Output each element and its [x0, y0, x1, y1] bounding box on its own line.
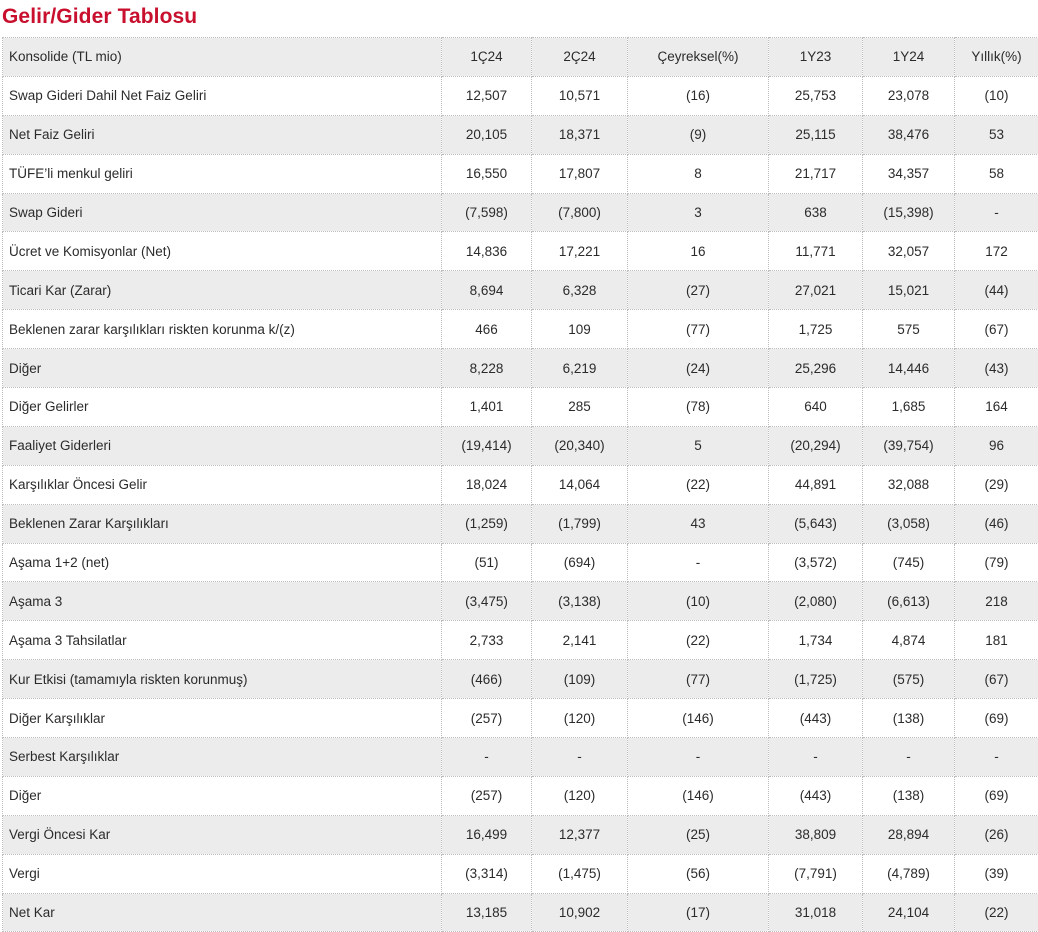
cell-quarterly-change: 3: [628, 193, 769, 232]
cell-h1-2024: (745): [863, 543, 955, 582]
cell-h1-2024: (138): [863, 699, 955, 738]
cell-h1-2024: 34,357: [863, 154, 955, 193]
cell-h1-2023: 25,753: [769, 76, 863, 115]
table-row: [3, 193, 1038, 232]
cell-q2-2024: 6,328: [532, 271, 628, 310]
cell-quarterly-change: (16): [628, 76, 769, 115]
cell-q1-2024: (257): [442, 699, 532, 738]
row-label: Diğer: [3, 349, 442, 388]
cell-h1-2024: -: [863, 738, 955, 777]
cell-quarterly-change: (25): [628, 815, 769, 854]
row-label: Beklenen Zarar Karşılıkları: [3, 504, 442, 543]
cell-q2-2024: (109): [532, 660, 628, 699]
cell-quarterly-change: (146): [628, 699, 769, 738]
cell-q1-2024: (1,259): [442, 504, 532, 543]
cell-q2-2024: 17,221: [532, 232, 628, 271]
cell-h1-2023: (7,791): [769, 854, 863, 893]
row-label: Ticari Kar (Zarar): [3, 271, 442, 310]
table-row: [3, 76, 1038, 115]
cell-quarterly-change: (9): [628, 115, 769, 154]
cell-quarterly-change: (22): [628, 621, 769, 660]
cell-quarterly-change: -: [628, 738, 769, 777]
cell-h1-2024: (4,789): [863, 854, 955, 893]
cell-h1-2023: 44,891: [769, 465, 863, 504]
cell-quarterly-change: (77): [628, 310, 769, 349]
cell-q2-2024: 109: [532, 310, 628, 349]
cell-q2-2024: 285: [532, 388, 628, 427]
row-label: Karşılıklar Öncesi Gelir: [3, 465, 442, 504]
row-label: Aşama 3 Tahsilatlar: [3, 621, 442, 660]
row-label: Aşama 1+2 (net): [3, 543, 442, 582]
row-label: Serbest Karşılıklar: [3, 738, 442, 777]
table-row: [3, 699, 1038, 738]
cell-h1-2024: 1,685: [863, 388, 955, 427]
cell-h1-2024: (15,398): [863, 193, 955, 232]
cell-quarterly-change: (27): [628, 271, 769, 310]
cell-annual-change: 164: [955, 388, 1038, 427]
cell-q2-2024: (7,800): [532, 193, 628, 232]
cell-h1-2024: (39,754): [863, 426, 955, 465]
cell-h1-2023: -: [769, 738, 863, 777]
table-row: [3, 815, 1038, 854]
cell-h1-2024: 4,874: [863, 621, 955, 660]
cell-annual-change: (46): [955, 504, 1038, 543]
cell-annual-change: 181: [955, 621, 1038, 660]
income-expense-table: [2, 37, 1038, 932]
cell-quarterly-change: 16: [628, 232, 769, 271]
table-row: [3, 271, 1038, 310]
cell-quarterly-change: (146): [628, 776, 769, 815]
cell-h1-2023: 25,115: [769, 115, 863, 154]
cell-quarterly-change: 5: [628, 426, 769, 465]
cell-h1-2024: 32,057: [863, 232, 955, 271]
cell-annual-change: 218: [955, 582, 1038, 621]
cell-q2-2024: 12,377: [532, 815, 628, 854]
cell-annual-change: 172: [955, 232, 1038, 271]
cell-q1-2024: (466): [442, 660, 532, 699]
cell-q1-2024: 18,024: [442, 465, 532, 504]
row-label: Vergi: [3, 854, 442, 893]
table-row: [3, 115, 1038, 154]
cell-q1-2024: 8,228: [442, 349, 532, 388]
cell-q1-2024: (51): [442, 543, 532, 582]
cell-h1-2023: (5,643): [769, 504, 863, 543]
row-label: Ücret ve Komisyonlar (Net): [3, 232, 442, 271]
table-row: [3, 660, 1038, 699]
cell-quarterly-change: 43: [628, 504, 769, 543]
cell-q1-2024: (19,414): [442, 426, 532, 465]
column-header-row-label: Konsolide (TL mio): [3, 38, 442, 77]
row-label: Diğer Karşılıklar: [3, 699, 442, 738]
cell-annual-change: 53: [955, 115, 1038, 154]
cell-h1-2023: (20,294): [769, 426, 863, 465]
cell-q1-2024: 13,185: [442, 893, 532, 932]
cell-q2-2024: (120): [532, 699, 628, 738]
cell-h1-2024: 23,078: [863, 76, 955, 115]
cell-q2-2024: 10,902: [532, 893, 628, 932]
row-label: Net Kar: [3, 893, 442, 932]
cell-q2-2024: (120): [532, 776, 628, 815]
column-header-q1-2024: 1Ç24: [442, 38, 532, 77]
cell-q2-2024: 17,807: [532, 154, 628, 193]
cell-h1-2023: (1,725): [769, 660, 863, 699]
cell-h1-2024: (6,613): [863, 582, 955, 621]
cell-q2-2024: (694): [532, 543, 628, 582]
row-label: Faaliyet Giderleri: [3, 426, 442, 465]
cell-q1-2024: -: [442, 738, 532, 777]
table-row: [3, 426, 1038, 465]
cell-q2-2024: (3,138): [532, 582, 628, 621]
cell-quarterly-change: (17): [628, 893, 769, 932]
cell-annual-change: (67): [955, 310, 1038, 349]
row-label: Vergi Öncesi Kar: [3, 815, 442, 854]
cell-q2-2024: (1,475): [532, 854, 628, 893]
table-row: [3, 154, 1038, 193]
table-row: [3, 543, 1038, 582]
table-row: [3, 388, 1038, 427]
cell-annual-change: (26): [955, 815, 1038, 854]
column-header-h1-2024: 1Y24: [863, 38, 955, 77]
cell-q2-2024: -: [532, 738, 628, 777]
cell-annual-change: (44): [955, 271, 1038, 310]
row-label: Diğer: [3, 776, 442, 815]
table-header-row: [3, 38, 1038, 77]
cell-quarterly-change: -: [628, 543, 769, 582]
cell-annual-change: 58: [955, 154, 1038, 193]
cell-h1-2023: 31,018: [769, 893, 863, 932]
table-body: [3, 76, 1038, 932]
cell-q1-2024: 16,499: [442, 815, 532, 854]
row-label: Beklenen zarar karşılıkları riskten korunma k/(z): [3, 310, 442, 349]
cell-q1-2024: 8,694: [442, 271, 532, 310]
row-label: Aşama 3: [3, 582, 442, 621]
table-row: [3, 893, 1038, 932]
cell-annual-change: (69): [955, 776, 1038, 815]
cell-q1-2024: 14,836: [442, 232, 532, 271]
cell-annual-change: -: [955, 738, 1038, 777]
cell-h1-2023: (3,572): [769, 543, 863, 582]
cell-annual-change: -: [955, 193, 1038, 232]
cell-h1-2024: 28,894: [863, 815, 955, 854]
cell-quarterly-change: (56): [628, 854, 769, 893]
cell-h1-2024: 38,476: [863, 115, 955, 154]
column-header-q2-2024: 2Ç24: [532, 38, 628, 77]
cell-h1-2023: 638: [769, 193, 863, 232]
table-row: [3, 621, 1038, 660]
cell-q1-2024: (3,475): [442, 582, 532, 621]
income-expense-table-container: [2, 37, 1038, 932]
cell-h1-2024: 24,104: [863, 893, 955, 932]
cell-h1-2023: 21,717: [769, 154, 863, 193]
cell-h1-2023: 1,734: [769, 621, 863, 660]
cell-q1-2024: (7,598): [442, 193, 532, 232]
cell-q2-2024: 6,219: [532, 349, 628, 388]
cell-q1-2024: 20,105: [442, 115, 532, 154]
row-label: Swap Gideri Dahil Net Faiz Geliri: [3, 76, 442, 115]
column-header-annual-change: Yıllık(%): [955, 38, 1038, 77]
cell-q1-2024: 466: [442, 310, 532, 349]
cell-h1-2023: 38,809: [769, 815, 863, 854]
table-row: [3, 465, 1038, 504]
cell-annual-change: (22): [955, 893, 1038, 932]
cell-annual-change: (69): [955, 699, 1038, 738]
cell-h1-2023: (2,080): [769, 582, 863, 621]
cell-q2-2024: 14,064: [532, 465, 628, 504]
cell-quarterly-change: (77): [628, 660, 769, 699]
cell-q1-2024: (3,314): [442, 854, 532, 893]
cell-h1-2023: (443): [769, 776, 863, 815]
cell-annual-change: (43): [955, 349, 1038, 388]
table-row: [3, 776, 1038, 815]
table-row: [3, 349, 1038, 388]
cell-annual-change: (10): [955, 76, 1038, 115]
cell-q1-2024: 2,733: [442, 621, 532, 660]
column-header-quarterly-change: Çeyreksel(%): [628, 38, 769, 77]
cell-h1-2023: 640: [769, 388, 863, 427]
cell-h1-2023: (443): [769, 699, 863, 738]
cell-h1-2024: 32,088: [863, 465, 955, 504]
cell-annual-change: (79): [955, 543, 1038, 582]
cell-q1-2024: 1,401: [442, 388, 532, 427]
cell-q2-2024: (1,799): [532, 504, 628, 543]
cell-q1-2024: (257): [442, 776, 532, 815]
cell-quarterly-change: (10): [628, 582, 769, 621]
cell-quarterly-change: (78): [628, 388, 769, 427]
cell-h1-2023: 11,771: [769, 232, 863, 271]
cell-annual-change: (39): [955, 854, 1038, 893]
cell-h1-2024: 14,446: [863, 349, 955, 388]
cell-quarterly-change: 8: [628, 154, 769, 193]
cell-h1-2023: 27,021: [769, 271, 863, 310]
column-header-h1-2023: 1Y23: [769, 38, 863, 77]
table-row: [3, 232, 1038, 271]
table-row: [3, 854, 1038, 893]
cell-q2-2024: 18,371: [532, 115, 628, 154]
table-row: [3, 310, 1038, 349]
cell-q2-2024: 2,141: [532, 621, 628, 660]
cell-quarterly-change: (24): [628, 349, 769, 388]
table-row: [3, 504, 1038, 543]
cell-h1-2024: (575): [863, 660, 955, 699]
row-label: Swap Gideri: [3, 193, 442, 232]
cell-h1-2023: 1,725: [769, 310, 863, 349]
cell-q2-2024: 10,571: [532, 76, 628, 115]
cell-quarterly-change: (22): [628, 465, 769, 504]
cell-annual-change: 96: [955, 426, 1038, 465]
cell-h1-2024: (138): [863, 776, 955, 815]
row-label: Kur Etkisi (tamamıyla riskten korunmuş): [3, 660, 442, 699]
cell-h1-2024: (3,058): [863, 504, 955, 543]
cell-q1-2024: 16,550: [442, 154, 532, 193]
row-label: Diğer Gelirler: [3, 388, 442, 427]
table-row: [3, 738, 1038, 777]
cell-q2-2024: (20,340): [532, 426, 628, 465]
row-label: Net Faiz Geliri: [3, 115, 442, 154]
cell-h1-2024: 575: [863, 310, 955, 349]
page-title: Gelir/Gider Tablosu: [2, 4, 197, 30]
cell-annual-change: (67): [955, 660, 1038, 699]
cell-h1-2024: 15,021: [863, 271, 955, 310]
cell-annual-change: (29): [955, 465, 1038, 504]
cell-h1-2023: 25,296: [769, 349, 863, 388]
cell-q1-2024: 12,507: [442, 76, 532, 115]
row-label: TÜFE’li menkul geliri: [3, 154, 442, 193]
table-row: [3, 582, 1038, 621]
